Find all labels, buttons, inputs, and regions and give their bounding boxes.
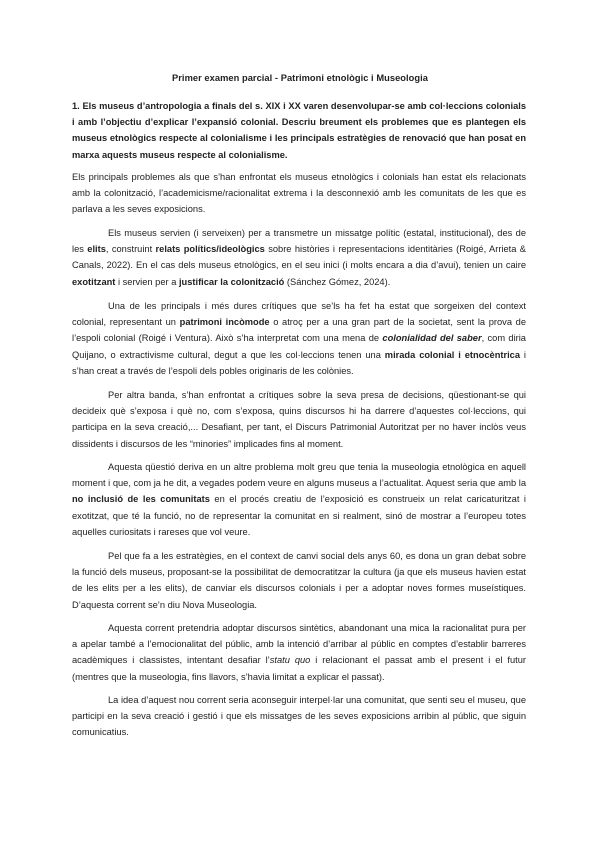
p5-text-a: Aquesta qüestió deriva en un altre problema molt greu que tenia la museologia etnològica en aquell moment i que, com ja he dit, a vegades podem veure en alguns museus a l’actualitat. Aquest seria que amb la xyxy=(72,462,526,489)
p3-bold-mirada: mirada colonial i etnocèntrica xyxy=(384,349,521,360)
p2-bold-exotitzant: exotitzant xyxy=(72,276,116,287)
p2-bold-justificar: justificar la colonització xyxy=(178,276,285,287)
p3-text-a: Una de les principals i més dures crítiques que se’ls ha fet ha estat que sorgeixen del context colonial, representant un xyxy=(72,301,526,328)
exam-question xyxy=(72,98,526,163)
p2-text-e: i servien per a xyxy=(115,276,179,287)
paragraph-1: Els principals problemes als que s’han enfrontat els museus etnològics i colonials han estat els relacionats amb la colonització, l’academicisme/racionalitat extrema i la desconnexió amb les comunitats de les que es parlava a les seves exposicions. xyxy=(72,172,526,215)
p5-bold-no-inclusio: no inclusió de les comunitats xyxy=(72,494,210,505)
p2-bold-relats: relats polítics/ideològics xyxy=(155,244,265,255)
p7-text-b: i relacionant el passat amb el present i el futur (mentres que la museologia, fins llavors, s’havia limitat a explicar el passat). xyxy=(72,655,526,682)
p3-text-d: , com diria Quijano, o extractivisme cultural, degut a que les col·leccions tenen una xyxy=(72,333,526,360)
p2-text-f: (Sánchez Gómez, 2024). xyxy=(284,276,391,287)
p2-text-d: sobre històries i representacions identitàries (Roigé, Arrieta & Canals, 2022). En el cas dels museus etnològics, en el seu inici (i molts encara a dia d’avui), tenien un caire xyxy=(72,244,526,271)
p2-text-c: , construint xyxy=(105,244,156,255)
p7-italic-statu-quo: statu quo xyxy=(269,655,311,666)
p7-text-a: Aquesta corrent pretendria adoptar discursos sintètics, abandonant una mica la racionalitat pura per a apelar també a l’emocionalitat del públic, amb la intenció d’arribar al públic en comptes d’establir barreres acadèmiques i classistes, intentant desafiar l’ xyxy=(72,623,526,666)
paragraph-8: La idea d’aquest nou corrent seria aconseguir interpel·lar una comunitat, que senti seu el museu, que participi en la seva creació i gestió i que els missatges de les seves exposicions arribin al públic, que siguin comunicatius. xyxy=(72,695,526,738)
question-number: 1. xyxy=(72,101,80,111)
p3-bold-italic-colonialidad: colonialidad del saber xyxy=(382,333,482,344)
p2-text-a: Els museus servien (i serveixen) per a transmetre un missatge polític (estatal, institucional), des de les xyxy=(72,228,526,255)
document-title: Primer examen parcial - Patrimoni etnològic i Museologia xyxy=(172,73,428,83)
p3-bold-patrimoni: patrimoni incòmode xyxy=(179,317,270,328)
p3-text-e: i s’han creat a través de l’espoli dels pobles originaris de les colònies. xyxy=(72,349,526,376)
p2-bold-elits: elits xyxy=(87,244,106,255)
paragraph-4: Per altra banda, s’han enfrontat a crítiques sobre la seva presa de decisions, qüestionant-se qui decideix què s’exposa i què no, com s’exposa, quins discursos hi ha darrere d’aquestes col·leccions, qui participa en la seva creació,... Desafiant, per tant, el Discurs Patrimonial Autoritzat per no haver inclòs veus dissidents i discursos de les “minories” implicades fins al moment. xyxy=(72,390,526,449)
paragraph-7 xyxy=(72,620,526,685)
p5-text-c: en el procés creatiu de l’exposició es construeix un relat caricaturitzat i exotitzat, que té la funció, no de representar la comunitat en si realment, sinó de mostrar a l’europeu totes aquelles curiositats i rareses que vol veure. xyxy=(72,494,526,537)
paragraph-5 xyxy=(72,459,526,540)
paragraph-2 xyxy=(72,225,526,290)
paragraph-3 xyxy=(72,298,526,379)
question-text: Els museus d’antropologia a finals del s. XIX i XX varen desenvolupar-se amb col·leccions colonials i amb l’objectiu d’explicar l’expansió colonial. Descriu breument els problemes que es plantegen els museus etnològics respecte al colonialisme i les principals estratègies de renovació que han posat en marxa aquests museus respecte al colonialisme. xyxy=(72,101,526,160)
paragraph-6: Pel que fa a les estratègies, en el context de canvi social dels anys 60, es dona un gran debat sobre la funció dels museus, proposant-se la possibilitat de democratitzar la cultura (ja que els museus havien estat de les elits per a les elits), de canviar els discursos colonials i per a adoptar noves formes museístiques. D’aquesta corrent se’n diu Nova Museologia. xyxy=(72,551,526,610)
p3-text-c: o atroç per a una gran part de la societat, sent la prova de l’espoli colonial (Roigé i Ventura). Això s’ha interpretat com una mena de xyxy=(72,317,526,344)
